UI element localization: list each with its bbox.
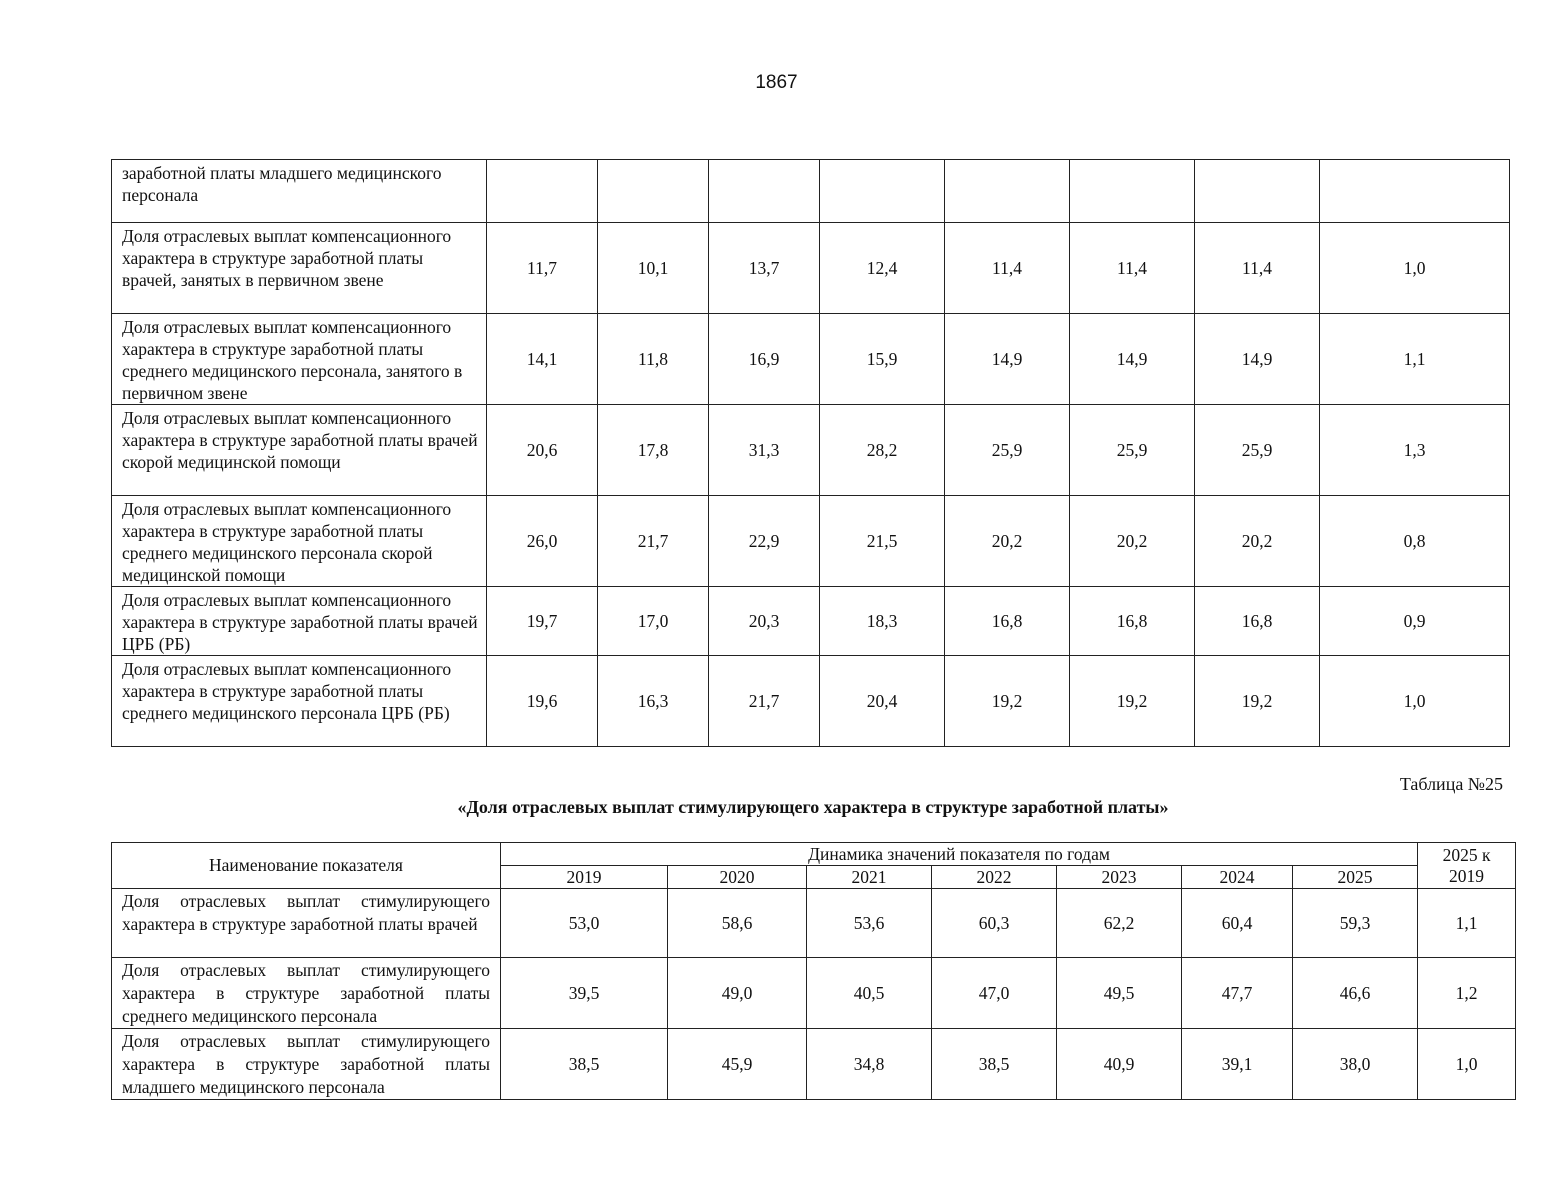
header-year: 2021 [807,866,932,889]
row-value: 0,8 [1320,496,1510,587]
row-value: 0,9 [1320,587,1510,656]
row-value: 40,5 [807,958,932,1029]
row-value [945,160,1070,223]
row-value: 38,5 [932,1029,1057,1100]
row-value: 19,2 [945,656,1070,747]
row-value: 20,3 [709,587,820,656]
row-value: 14,9 [1070,314,1195,405]
row-value: 20,2 [945,496,1070,587]
row-value: 19,6 [487,656,598,747]
row-value: 25,9 [945,405,1070,496]
row-value: 14,1 [487,314,598,405]
row-value: 20,2 [1070,496,1195,587]
row-label: заработной платы младшего медицинского персонала [112,160,487,223]
row-value: 39,1 [1182,1029,1293,1100]
row-value: 53,6 [807,889,932,958]
row-value: 21,7 [598,496,709,587]
row-value: 59,3 [1293,889,1418,958]
row-value: 16,8 [1195,587,1320,656]
row-value: 60,4 [1182,889,1293,958]
row-value: 16,3 [598,656,709,747]
row-value [1195,160,1320,223]
row-value: 17,0 [598,587,709,656]
row-value: 1,0 [1320,223,1510,314]
row-value: 20,4 [820,656,945,747]
header-year: 2019 [501,866,668,889]
table-row [112,160,1510,223]
row-value: 11,7 [487,223,598,314]
compensation-table-body [112,160,1510,747]
page-number: 1867 [755,72,798,93]
header-dynamics: Динамика значений показателя по годам [501,843,1418,866]
table-row [112,587,1510,656]
row-value: 38,5 [501,1029,668,1100]
row-value: 22,9 [709,496,820,587]
row-value: 58,6 [668,889,807,958]
table-row [112,496,1510,587]
row-value [1070,160,1195,223]
row-value: 13,7 [709,223,820,314]
header-row-top [112,843,1516,866]
header-year: 2023 [1057,866,1182,889]
row-value [598,160,709,223]
row-value: 1,0 [1418,1029,1516,1100]
table-number-caption: Таблица №25 [1399,774,1503,794]
row-value: 47,7 [1182,958,1293,1029]
row-label: Доля отраслевых выплат компенсационного характера в структуре заработной платы среднего медицинского персонала, занятого в первичном звене [112,314,487,405]
row-value: 47,0 [932,958,1057,1029]
row-value: 16,9 [709,314,820,405]
header-indicator-name: Наименование показателя [112,843,501,889]
row-value: 34,8 [807,1029,932,1100]
row-value: 11,4 [945,223,1070,314]
row-value: 1,3 [1320,405,1510,496]
table-row [112,405,1510,496]
row-value: 10,1 [598,223,709,314]
row-value: 17,8 [598,405,709,496]
row-value: 25,9 [1195,405,1320,496]
table-row [112,958,1516,1029]
row-value: 38,0 [1293,1029,1418,1100]
row-label: Доля отраслевых выплат стимулирующего характера в структуре заработной платы среднего медицинского персонала [112,958,501,1029]
row-label: Доля отраслевых выплат компенсационного характера в структуре заработной платы врачей скорой медицинской помощи [112,405,487,496]
row-value: 20,2 [1195,496,1320,587]
row-value: 19,2 [1070,656,1195,747]
row-value: 39,5 [501,958,668,1029]
row-value [820,160,945,223]
row-label: Доля отраслевых выплат стимулирующего характера в структуре заработной платы врачей [112,889,501,958]
row-value: 16,8 [945,587,1070,656]
table-row [112,889,1516,958]
row-value: 40,9 [1057,1029,1182,1100]
row-label: Доля отраслевых выплат компенсационного характера в структуре заработной платы врачей ЦРБ (РБ) [112,587,487,656]
header-year: 2020 [668,866,807,889]
row-value: 18,3 [820,587,945,656]
table-row [112,1029,1516,1100]
row-label: Доля отраслевых выплат стимулирующего характера в структуре заработной платы младшего медицинского персонала [112,1029,501,1100]
row-value: 15,9 [820,314,945,405]
row-value: 21,7 [709,656,820,747]
table-title: «Доля отраслевых выплат стимулирующего характера в структуре заработной платы» [457,797,1169,817]
row-value: 14,9 [1195,314,1320,405]
incentive-payments-table [111,842,1516,1100]
row-label: Доля отраслевых выплат компенсационного характера в структуре заработной платы среднего медицинского персонала скорой медицинской помощи [112,496,487,587]
row-value: 31,3 [709,405,820,496]
row-value: 62,2 [1057,889,1182,958]
row-value: 60,3 [932,889,1057,958]
row-value: 28,2 [820,405,945,496]
row-value: 11,4 [1195,223,1320,314]
row-value: 46,6 [1293,958,1418,1029]
table-row [112,656,1510,747]
row-value: 25,9 [1070,405,1195,496]
row-value: 12,4 [820,223,945,314]
row-value: 1,1 [1320,314,1510,405]
row-value: 1,0 [1320,656,1510,747]
row-value [709,160,820,223]
header-year: 2024 [1182,866,1293,889]
row-value [487,160,598,223]
compensation-payments-table [111,159,1510,747]
header-year: 2022 [932,866,1057,889]
header-ratio: 2025 к 2019 [1418,843,1516,889]
row-value: 19,2 [1195,656,1320,747]
row-value: 19,7 [487,587,598,656]
row-value: 1,1 [1418,889,1516,958]
header-year: 2025 [1293,866,1418,889]
table-row [112,223,1510,314]
row-value: 1,2 [1418,958,1516,1029]
row-value [1320,160,1510,223]
row-value: 21,5 [820,496,945,587]
row-value: 20,6 [487,405,598,496]
incentive-table-body [112,889,1516,1100]
row-value: 14,9 [945,314,1070,405]
row-value: 11,8 [598,314,709,405]
row-value: 49,5 [1057,958,1182,1029]
row-value: 49,0 [668,958,807,1029]
row-value: 16,8 [1070,587,1195,656]
table-row [112,314,1510,405]
row-value: 45,9 [668,1029,807,1100]
row-label: Доля отраслевых выплат компенсационного характера в структуре заработной платы среднего медицинского персонала ЦРБ (РБ) [112,656,487,747]
row-value: 26,0 [487,496,598,587]
row-label: Доля отраслевых выплат компенсационного характера в структуре заработной платы врачей, занятых в первичном звене [112,223,487,314]
row-value: 53,0 [501,889,668,958]
row-value: 11,4 [1070,223,1195,314]
